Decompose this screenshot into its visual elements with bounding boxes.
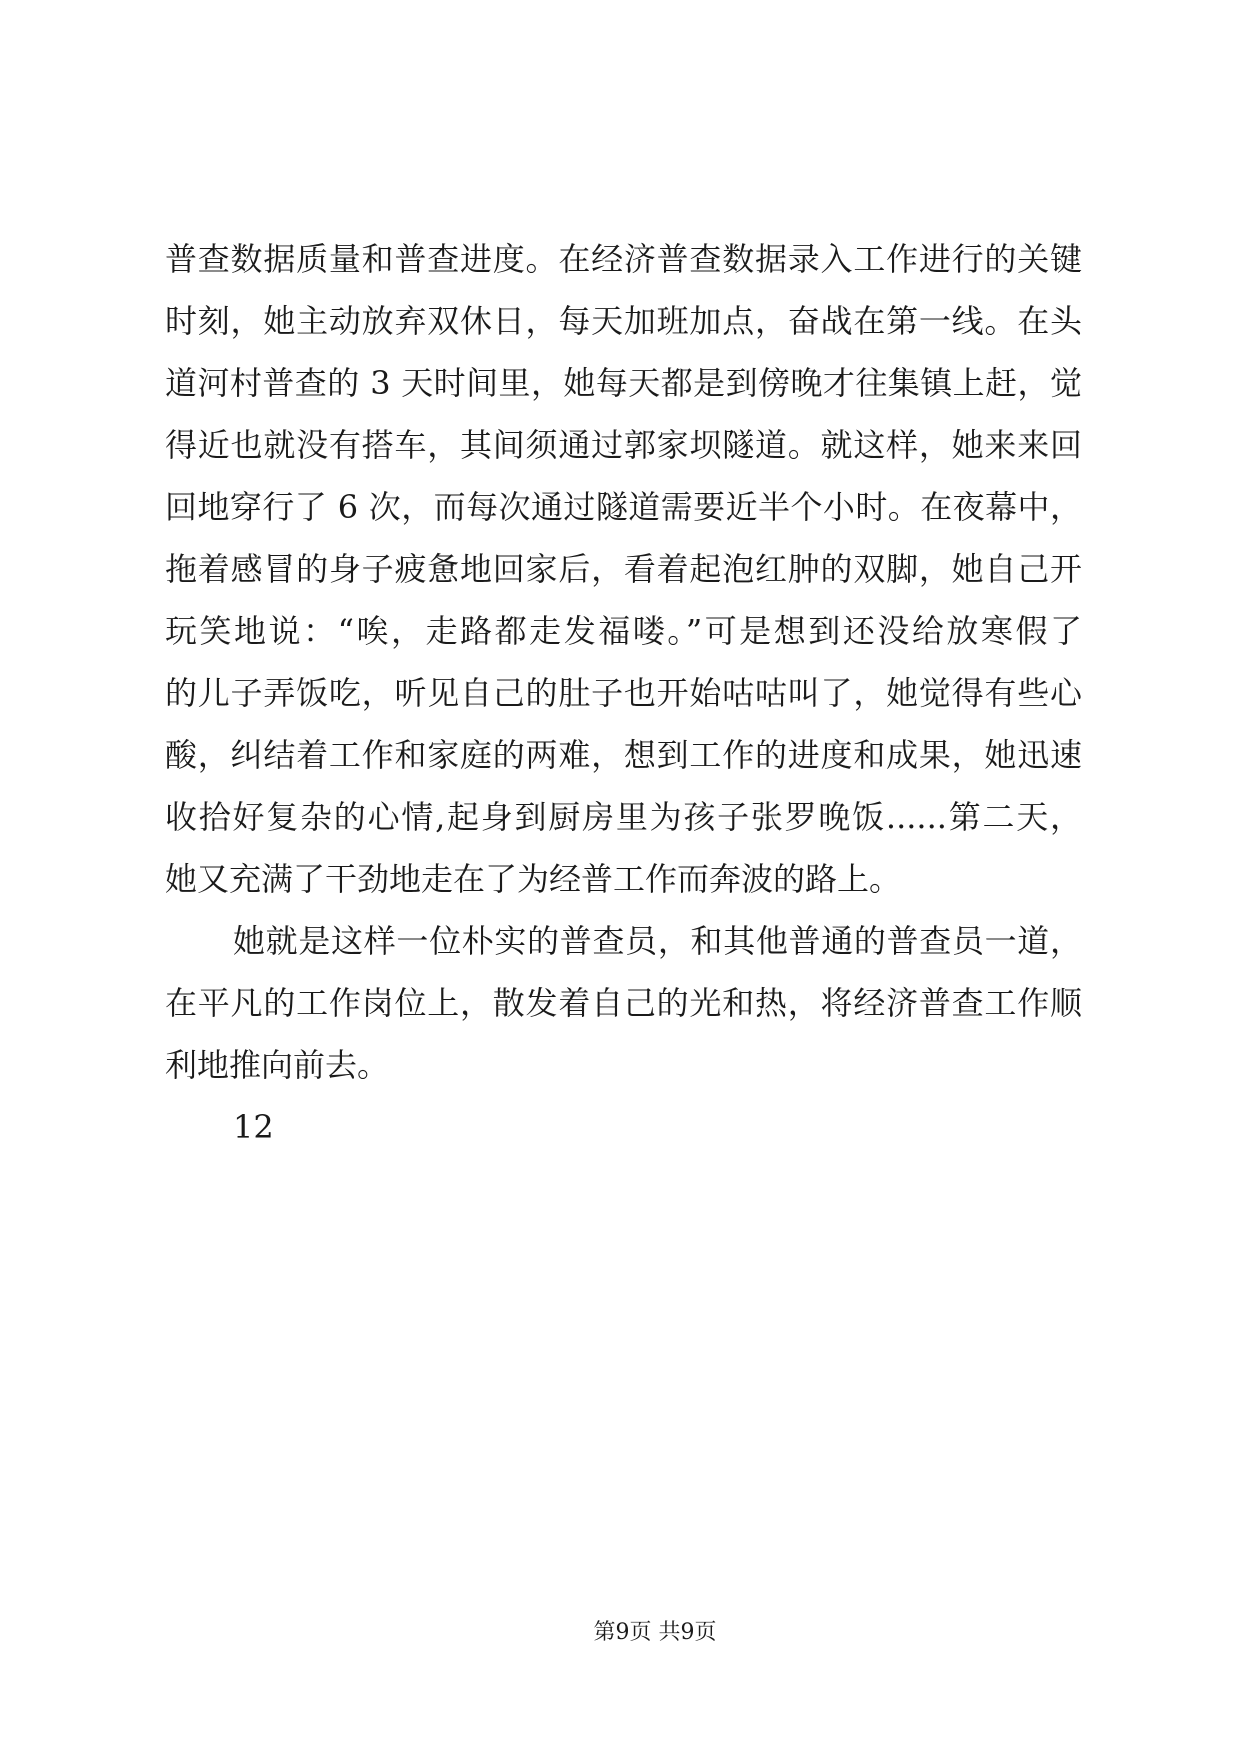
paragraph-2 bbox=[165, 910, 1082, 1096]
text-line: 12 bbox=[233, 1108, 274, 1146]
text-line: 的儿子弄饭吃，听见自己的肚子也开始咕咕叫了，她觉得有些心 bbox=[165, 674, 1082, 712]
text-line: 得近也就没有搭车，其间须通过郭家坝隧道。就这样，她来来回 bbox=[165, 426, 1082, 464]
paragraph-1 bbox=[165, 228, 1082, 910]
text-line: 利地推向前去。 bbox=[165, 1046, 390, 1084]
text-line: 回地穿行了 6 次，而每次通过隧道需要近半个小时。在夜幕中， bbox=[165, 488, 1082, 526]
page-footer: 第9页 共9页 bbox=[593, 1620, 717, 1645]
text-line: 玩笑地说：“唉，走路都走发福喽。”可是想到还没给放寒假了 bbox=[165, 612, 1082, 650]
text-line: 酸，纠结着工作和家庭的两难，想到工作的进度和成果，她迅速 bbox=[165, 736, 1082, 774]
paragraph-3 bbox=[165, 1096, 1082, 1158]
text-line: 普查数据质量和普查进度。在经济普查数据录入工作进行的关键 bbox=[165, 240, 1082, 278]
text-line: 她又充满了干劲地走在了为经普工作而奔波的路上。 bbox=[165, 860, 902, 898]
body-text bbox=[165, 228, 1082, 1158]
text-line: 她就是这样一位朴实的普查员，和其他普通的普查员一道， bbox=[233, 922, 1082, 960]
text-line: 在平凡的工作岗位上，散发着自己的光和热，将经济普查工作顺 bbox=[165, 984, 1082, 1022]
text-line: 时刻，她主动放弃双休日，每天加班加点，奋战在第一线。在头 bbox=[165, 302, 1082, 340]
text-line: 收拾好复杂的心情,起身到厨房里为孩子张罗晚饭......第二天， bbox=[165, 798, 1082, 836]
text-line: 道河村普查的 3 天时间里，她每天都是到傍晚才往集镇上赶，觉 bbox=[165, 364, 1082, 402]
text-line: 拖着感冒的身子疲惫地回家后，看着起泡红肿的双脚，她自己开 bbox=[165, 550, 1082, 588]
